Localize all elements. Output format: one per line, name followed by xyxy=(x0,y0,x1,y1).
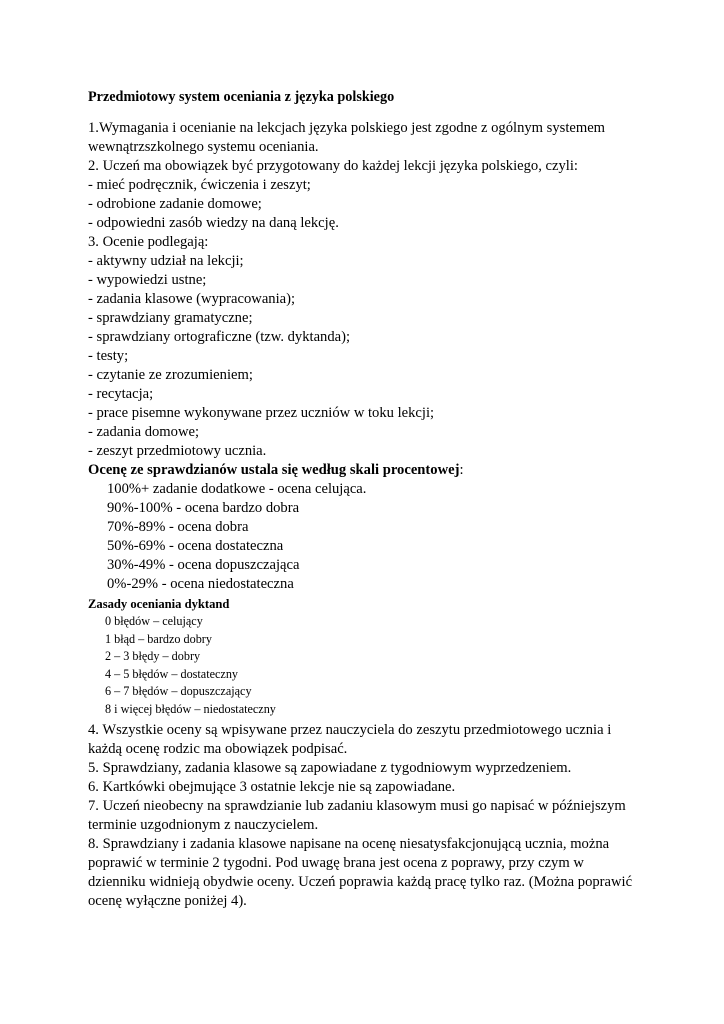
preparation-item: - odpowiedni zasób wiedzy na daną lekcję. xyxy=(88,215,339,231)
assessed-item: - czytanie ze zrozumieniem; xyxy=(88,367,253,383)
dictation-item: 6 – 7 błędów – dopuszczający xyxy=(105,684,252,698)
scale-item: 30%-49% - ocena dopuszczająca xyxy=(107,557,300,573)
dictation-heading: Zasady oceniania dyktand xyxy=(88,597,230,611)
paragraph-8-line-1: 8. Sprawdziany i zadania klasowe napisane na ocenę niesatysfakcjonującą ucznia, można xyxy=(88,836,610,852)
paragraph-5: 5. Sprawdziany, zadania klasowe są zapowiadane z tygodniowym wyprzedzeniem. xyxy=(88,760,572,776)
assessed-item: - prace pisemne wykonywane przez uczniów w toku lekcji; xyxy=(88,405,435,421)
dictation-item: 4 – 5 błędów – dostateczny xyxy=(105,667,239,681)
scale-heading-text: Ocenę ze sprawdzianów ustala się według skali procentowej xyxy=(88,462,460,478)
paragraph-4-line-2: każdą ocenę rodzic ma obowiązek podpisać. xyxy=(88,741,348,757)
scale-heading xyxy=(88,461,464,480)
assessed-item: - aktywny udział na lekcji; xyxy=(88,253,244,269)
assessed-item: - zadania klasowe (wypracowania); xyxy=(88,291,296,307)
paragraph-3-intro: 3. Ocenie podlegają: xyxy=(88,234,209,250)
assessed-item: - wypowiedzi ustne; xyxy=(88,272,207,288)
paragraph-1-line-1: 1.Wymagania i ocenianie na lekcjach języka polskiego jest zgodne z ogólnym systemem xyxy=(88,120,606,136)
paragraph-6: 6. Kartkówki obejmujące 3 ostatnie lekcje nie są zapowiadane. xyxy=(88,779,456,795)
assessed-item: - testy; xyxy=(88,348,129,364)
assessed-item: - sprawdziany ortograficzne (tzw. dyktanda); xyxy=(88,329,351,345)
dictation-item: 1 błąd – bardzo dobry xyxy=(105,632,212,646)
dictation-item: 2 – 3 błędy – dobry xyxy=(105,649,201,663)
paragraph-4-line-1: 4. Wszystkie oceny są wpisywane przez nauczyciela do zeszytu przedmiotowego ucznia i xyxy=(88,722,612,738)
scale-item: 50%-69% - ocena dostateczna xyxy=(107,538,284,554)
paragraph-2-intro: 2. Uczeń ma obowiązek być przygotowany do każdej lekcji języka polskiego, czyli: xyxy=(88,158,578,174)
preparation-item: - odrobione zadanie domowe; xyxy=(88,196,262,212)
scale-item: 100%+ zadanie dodatkowe - ocena celująca. xyxy=(107,481,367,497)
paragraph-8-line-3: dzienniku widnieją obydwie oceny. Uczeń poprawia każdą pracę tylko raz. (Można poprawić xyxy=(88,874,633,890)
scale-item: 0%-29% - ocena niedostateczna xyxy=(107,576,294,592)
dictation-item: 0 błędów – celujący xyxy=(105,614,203,628)
paragraph-1-line-2: wewnątrzszkolnego systemu oceniania. xyxy=(88,139,319,155)
paragraph-8-line-4: ocenę wyłączne poniżej 4). xyxy=(88,893,247,909)
document-title: Przedmiotowy system oceniania z języka polskiego xyxy=(88,89,395,105)
preparation-item: - mieć podręcznik, ćwiczenia i zeszyt; xyxy=(88,177,311,193)
assessed-item: - recytacja; xyxy=(88,386,154,402)
dictation-item: 8 i więcej błędów – niedostateczny xyxy=(105,702,276,716)
scale-item: 70%-89% - ocena dobra xyxy=(107,519,249,535)
paragraph-8-line-2: poprawić w terminie 2 tygodni. Pod uwagę brana jest ocena z poprawy, przy czym w xyxy=(88,855,584,871)
scale-item: 90%-100% - ocena bardzo dobra xyxy=(107,500,300,516)
assessed-item: - sprawdziany gramatyczne; xyxy=(88,310,253,326)
paragraph-7-line-1: 7. Uczeń nieobecny na sprawdzianie lub zadaniu klasowym musi go napisać w późniejszym xyxy=(88,798,626,814)
assessed-item: - zadania domowe; xyxy=(88,424,200,440)
assessed-item: - zeszyt przedmiotowy ucznia. xyxy=(88,443,267,459)
scale-heading-colon: : xyxy=(459,462,464,478)
paragraph-7-line-2: terminie uzgodnionym z nauczycielem. xyxy=(88,817,319,833)
